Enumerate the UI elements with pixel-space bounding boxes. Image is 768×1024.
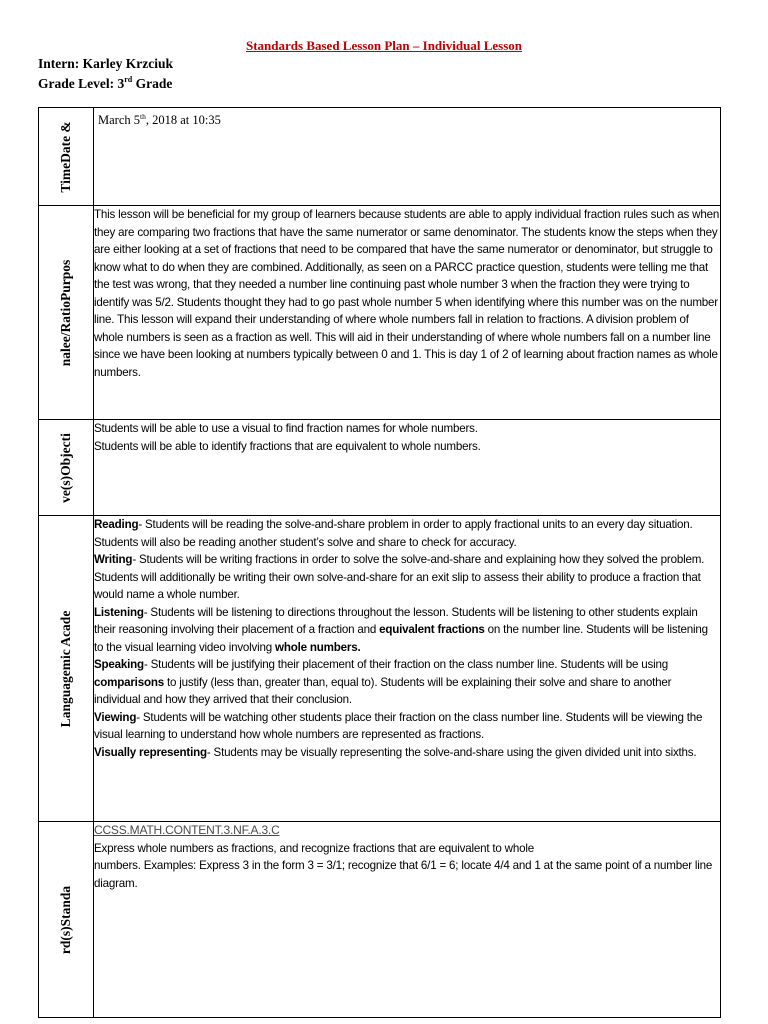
grade-label: Grade Level:: [38, 76, 115, 91]
viewing-paragraph: [94, 709, 720, 744]
lesson-date-rest: , 2018 at 10:35: [145, 113, 221, 127]
row-label: TimeDate &: [58, 120, 73, 193]
listening-text-1: - Students will be listening to directions throughout the lesson. Students will be listening to other students explain their reasoning involving their placement of a fraction and: [94, 605, 698, 636]
reading-paragraph: [94, 516, 720, 551]
lesson-date: [94, 108, 720, 130]
grade-number: 3: [117, 76, 125, 91]
row-standards: [39, 822, 721, 1018]
row-label: ve(s)Objecti: [58, 432, 73, 503]
speaking-label: Speaking: [94, 658, 144, 671]
listening-label: Listening: [94, 605, 144, 619]
intern-line: [38, 56, 173, 72]
standard-code-link[interactable]: CCSS.MATH.CONTENT.3.NF.A.3.C: [94, 823, 280, 837]
row-content-cell: [94, 206, 721, 420]
visually-representing-text: - Students may be visually representing the solve-and-share using the given divided unit into sixths.: [206, 745, 697, 759]
listening-bold-1: equivalent fractions: [379, 623, 485, 636]
listening-bold-2: whole numbers.: [275, 640, 361, 654]
visually-representing-label: Visually representing: [94, 745, 207, 759]
rationale-text: This lesson will be beneficial for my group of learners because students are able to apply individual fraction rules such as when they are comparing two fractions that have the same numerator or same denominator. The students know the steps when they are either looking at a set of fractions that need to be compared that have the same numerator or denominator, but struggle to know what to do when they are combined. Additionally, as seen on a PARCC practice question, students were telling me that the test was wrong, that they needed a number line continuing past whole number 3 when the fraction they were trying to identify was 5/2. Students thought they had to go past whole number 5 when identifying where this number was on the number line. This lesson will expand their understanding of where whole numbers fall in relation to fractions. A division problem of whole numbers is seen as a fraction as well. This will aid in their understanding of where whole numbers fall on a number line since we have been looking at numbers typically between 0 and 1. This is day 1 of 2 of learning about fraction names as whole numbers.: [94, 208, 720, 379]
grade-line: [38, 75, 172, 92]
writing-text: - Students will be writing fractions in order to solve the solve-and-share and explaining how they solved the problem. Students will additionally be writing their own solve-and-share for an exit slip to assess their ability to produce a fraction that would name a whole number.: [94, 553, 705, 601]
lesson-plan-table: [38, 107, 721, 1018]
row-label-cell: [39, 206, 94, 420]
row-rationale: [39, 206, 721, 420]
intern-name: Karley Krzciuk: [82, 56, 173, 71]
speaking-paragraph: [94, 656, 720, 709]
document-title: Standards Based Lesson Plan – Individual Lesson: [246, 38, 522, 53]
row-content-cell: [94, 516, 721, 822]
standard-line-2: numbers. Examples: Express 3 in the form 3 = 3/1; recognize that 6/1 = 6; locate 4/4 and 1 at the same point of a number line diagram.: [94, 859, 713, 890]
listening-paragraph: [94, 604, 720, 657]
speaking-text-1: - Students will be justifying their placement of their fraction on the class number line. Students will be using: [143, 658, 669, 671]
row-content-cell: [94, 822, 721, 1018]
row-label: Languagemic Acade: [58, 610, 73, 727]
lesson-date-day: March 5: [98, 113, 140, 127]
row-label-cell: [39, 420, 94, 516]
objective-2: Students will be able to identify fractions that are equivalent to whole numbers.: [94, 439, 481, 453]
reading-text: - Students will be reading the solve-and-share problem in order to apply fractional units to an every day situation. Students will also be reading another student’s solve and share to check for accuracy.: [94, 518, 693, 549]
intern-label: Intern:: [38, 56, 80, 71]
row-content-cell: [94, 420, 721, 516]
row-label-cell: [39, 516, 94, 822]
viewing-label: Viewing: [94, 710, 137, 724]
writing-label: Writing: [94, 553, 133, 566]
grade-word: Grade: [135, 76, 173, 91]
row-academic-language: [39, 516, 721, 822]
row-date-time: [39, 108, 721, 206]
row-label-cell: [39, 108, 94, 206]
speaking-text-2: to justify (less than, greater than, equal to). Students will be explaining their solve and share to another individual and how they arrived that their conclusion.: [94, 675, 672, 706]
listening-text-2: on the number line. Students will be listening to the visual learning video involving: [94, 623, 708, 654]
visually-representing-paragraph: [94, 744, 720, 762]
viewing-text: - Students will be watching other students place their fraction on the class number line. Students will be viewing the visual learning to understand how whole numbers are represented as fractions.: [94, 710, 703, 741]
speaking-bold: comparisons: [94, 675, 164, 689]
row-label: rd(s)Standa: [58, 885, 73, 954]
objective-1: Students will be able to use a visual to find fraction names for whole numbers.: [94, 422, 478, 435]
row-label-cell: [39, 822, 94, 1018]
grade-ordinal: rd: [124, 75, 133, 84]
writing-paragraph: [94, 551, 720, 604]
row-objectives: [39, 420, 721, 516]
reading-label: Reading: [94, 518, 139, 531]
row-content-cell: [94, 108, 721, 206]
row-label: nalee/RatioPurpos: [58, 259, 73, 366]
standard-line-1: Express whole numbers as fractions, and recognize fractions that are equivalent to whole: [94, 841, 534, 855]
lesson-date-ordinal: th: [140, 112, 146, 121]
